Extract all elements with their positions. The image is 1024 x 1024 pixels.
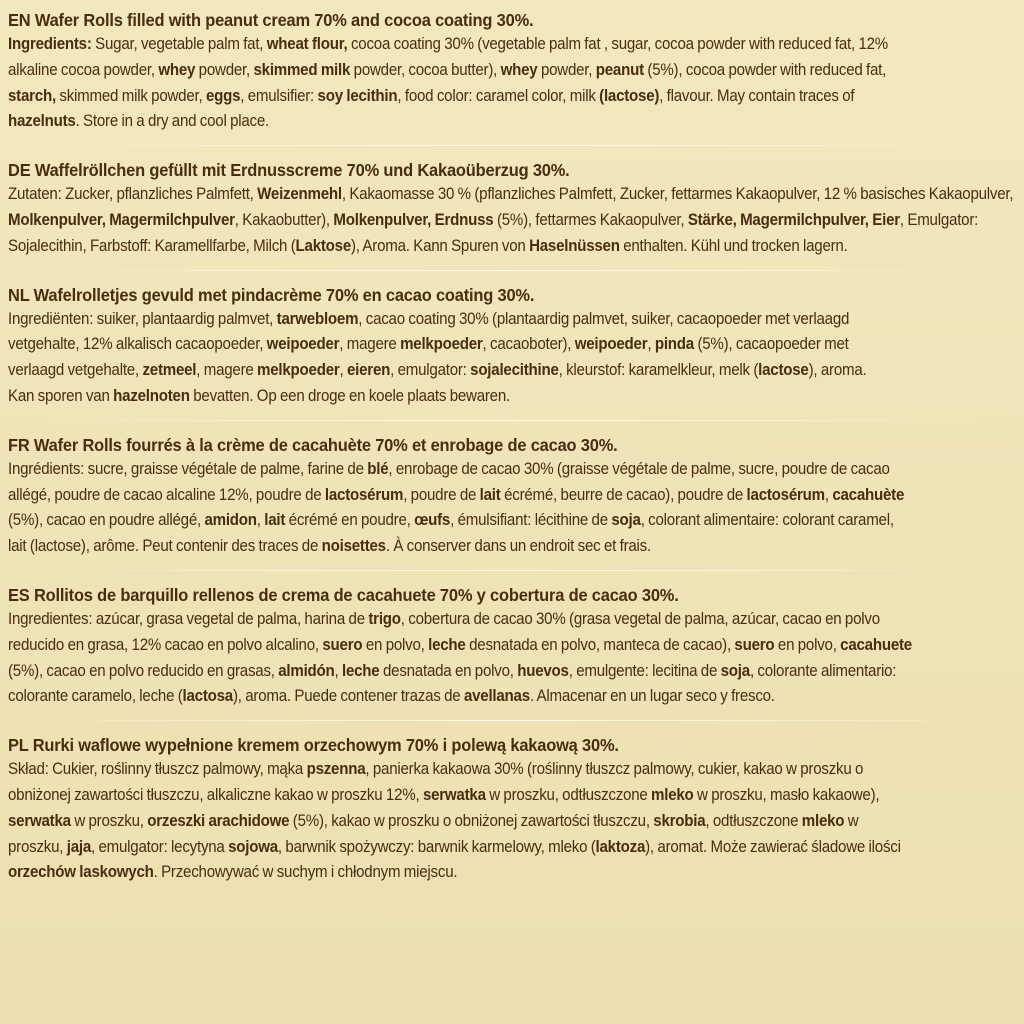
allergen-text: peanut: [595, 60, 644, 79]
text-line: [8, 607, 1013, 633]
plain-text: (5%), cacao en polvo reducido en grasas,: [8, 661, 279, 680]
allergen-text: Molkenpulver, Erdnuss: [333, 210, 494, 229]
allergen-text: eggs: [205, 86, 241, 105]
section-en: [8, 8, 1016, 146]
plain-text: vetgehalte, 12% alkalisch cacaopoeder,: [8, 335, 267, 354]
allergen-text: almidón: [278, 661, 335, 680]
plain-text: w: [844, 811, 859, 830]
text-line: [8, 332, 1013, 358]
plain-text: , colorant alimentaire: colorant caramel,: [640, 511, 894, 530]
ingredient-text: [8, 182, 1013, 259]
allergen-text: Weizenmehl: [257, 185, 342, 204]
allergen-text: cacahuete: [840, 635, 912, 654]
allergen-text: huevos: [517, 661, 569, 680]
plain-text: , émulsifiant: lécithine de: [450, 511, 612, 530]
allergen-text: noisettes: [321, 537, 386, 556]
text-line: [8, 358, 1013, 384]
allergen-text: skrobia: [653, 811, 706, 830]
plain-text: , panierka kakaowa 30% (roślinny tłuszcz palmowy, cukier, kakao w proszku o: [365, 760, 864, 779]
plain-text: . Almacenar en un lugar seco y fresco.: [529, 687, 775, 706]
plain-text: , colorante alimentario:: [749, 661, 897, 680]
plain-text: cocoa coating 30% (vegetable palm fat , sugar, cocoa powder with reduced fat, 12%: [347, 35, 888, 53]
plain-text: , emulgente: lecitina de: [568, 661, 721, 680]
plain-text: . À conserver dans un endroit sec et frais.: [385, 537, 651, 556]
plain-text: w proszku,: [70, 811, 148, 830]
allergen-text: mleko: [801, 811, 845, 830]
section-pl: [8, 733, 1016, 886]
allergen-text: soja: [720, 661, 750, 680]
plain-text: , flavour. May contain traces of: [659, 86, 855, 105]
text-line: [8, 860, 1013, 886]
plain-text: ,: [647, 335, 655, 354]
plain-text: alkaline cocoa powder,: [8, 60, 159, 79]
allergen-text: hazelnuts: [8, 112, 76, 131]
allergen-text: (lactose): [599, 86, 660, 105]
plain-text: ), Aroma. Kann Spuren von: [350, 236, 530, 255]
plain-text: (5%), kakao w proszku o obniżonej zawartości tłuszczu,: [289, 811, 654, 830]
plain-text: ), aroma.: [808, 361, 867, 380]
allergen-text: trigo: [368, 609, 401, 628]
allergen-text: avellanas: [463, 687, 530, 706]
text-line: [8, 508, 1013, 534]
allergen-text: cacahuète: [832, 485, 905, 504]
plain-text: (5%), cacao en poudre allégé,: [8, 511, 205, 530]
plain-text: powder, cocoa butter),: [350, 60, 501, 79]
section-heading: NL Wafelrolletjes gevuld met pindacrème 70% en cacao coating 30%.: [8, 284, 535, 305]
text-line: [8, 835, 1013, 861]
allergen-text: leche: [342, 661, 380, 680]
plain-text: powder,: [195, 60, 254, 79]
allergen-text: pinda: [654, 335, 694, 354]
allergen-text: lactose: [758, 361, 809, 380]
allergen-text: sojalecithine: [470, 361, 559, 380]
plain-text: , kleurstof: karamelkleur, melk (: [558, 361, 759, 380]
allergen-text: Haselnüssen: [529, 236, 620, 255]
plain-text: , emulsifier:: [240, 86, 318, 105]
section-es: [8, 583, 1016, 721]
plain-text: en polvo,: [362, 635, 429, 654]
allergen-text: Stärke, Magermilchpulver, Eier: [687, 210, 900, 229]
plain-text: , enrobage de cacao 30% (graisse végétale de palme, sucre, poudre de cacao: [388, 459, 890, 478]
allergen-text: wheat flour,: [266, 35, 348, 53]
ingredient-text: [8, 607, 1013, 710]
plain-text: obniżonej zawartości tłuszczu, alkaliczne kakao w proszku 12%,: [8, 785, 423, 804]
text-line: [8, 684, 1013, 710]
plain-text: (5%), cocoa powder with reduced fat,: [643, 60, 887, 79]
section-heading: EN Wafer Rolls filled with peanut cream 70% and cocoa coating 30%.: [8, 10, 534, 30]
section-de: [8, 158, 1016, 270]
section-fr: [8, 433, 1016, 571]
allergen-text: lactosérum: [746, 485, 825, 504]
plain-text: . Przechowywać w suchym i chłodnym miejscu.: [153, 863, 458, 882]
text-line: [8, 483, 1013, 509]
plain-text: ), aroma. Puede contener trazas de: [232, 687, 464, 706]
plain-text: powder,: [537, 60, 596, 79]
text-line: [8, 182, 1013, 208]
plain-text: écrémé en poudre,: [285, 511, 415, 530]
text-line: [8, 534, 1013, 560]
plain-text: Kan sporen van: [8, 386, 114, 405]
allergen-text: starch,: [8, 86, 56, 105]
plain-text: w proszku, odtłuszczone: [485, 785, 652, 804]
section-heading: ES Rollitos de barquillo rellenos de crema de cacahuete 70% y cobertura de cacao 30%.: [8, 584, 679, 605]
plain-text: enthalten. Kühl und trocken lagern.: [619, 236, 848, 255]
allergen-text: melkpoeder: [400, 335, 483, 354]
plain-text: , food color: caramel color, milk: [397, 86, 600, 105]
allergen-text: œufs: [414, 511, 451, 530]
allergen-text: serwatka: [422, 785, 486, 804]
allergen-text: sojowa: [228, 837, 278, 856]
plain-text: ,: [334, 661, 343, 680]
plain-text: , barwnik spożywczy: barwnik karmelowy, mleko (: [277, 837, 596, 856]
plain-text: , cacao coating 30% (plantaardig palmvet, suiker, cacaopoeder met verlaagd: [358, 309, 850, 328]
plain-text: Ingrédients: sucre, graisse végétale de palme, farine de: [8, 459, 368, 478]
allergen-text: jaja: [66, 837, 92, 856]
plain-text: desnatada en polvo, manteca de cacao),: [465, 635, 735, 654]
text-line: [8, 809, 1013, 835]
allergen-text: lait: [479, 485, 501, 504]
allergen-text: whey: [158, 60, 196, 79]
plain-text: (5%), fettarmes Kakaopulver,: [493, 210, 688, 229]
ingredient-text: [8, 757, 1013, 886]
allergen-text: whey: [500, 60, 538, 79]
plain-text: , Emulgator:: [899, 210, 979, 229]
section-heading: PL Rurki waflowe wypełnione kremem orzechowym 70% i polewą kakaową 30%.: [8, 735, 619, 756]
plain-text: lait (lactose), arôme. Peut contenir des traces de: [8, 537, 322, 556]
plain-text: ,: [256, 511, 265, 530]
plain-text: , poudre de: [403, 485, 480, 504]
plain-text: , cobertura de cacao 30% (grasa vegetal de palma, azúcar, cacao en polvo: [400, 609, 880, 628]
allergen-text: mleko: [651, 785, 694, 804]
allergen-text: soja: [611, 511, 641, 530]
plain-text: w proszku, masło kakaowe),: [693, 785, 880, 804]
text-line: [8, 783, 1013, 809]
plain-text: , odtłuszczone: [705, 811, 802, 830]
allergen-text: amidon: [204, 511, 257, 530]
text-line: [8, 633, 1013, 659]
plain-text: colorante caramelo, leche (: [8, 687, 183, 706]
plain-text: , Kakaomasse 30 % (pflanzliches Palmfett, Zucker, fettarmes Kakaopulver, 12 % basisches Kakaopulver,: [341, 185, 1014, 204]
plain-text: Skład: Cukier, roślinny tłuszcz palmowy, mąka: [8, 760, 307, 779]
plain-text: skimmed milk powder,: [55, 86, 206, 105]
allergen-text: orzechów laskowych: [8, 863, 154, 882]
plain-text: , cacaoboter),: [482, 335, 575, 354]
allergen-text: zetmeel: [142, 361, 197, 380]
plain-text: en polvo,: [774, 635, 841, 654]
allergen-text: weipoeder: [574, 335, 648, 354]
allergen-text: suero: [322, 635, 363, 654]
ingredient-text: [8, 457, 1013, 560]
allergen-text: skimmed milk: [253, 60, 351, 79]
text-line: [8, 234, 1013, 260]
allergen-text: orzeszki arachidowe: [147, 811, 290, 830]
allergen-text: lactosa: [182, 687, 233, 706]
plain-text: bevatten. Op een droge en koele plaats bewaren.: [189, 386, 510, 405]
plain-text: . Store in a dry and cool place.: [75, 112, 270, 131]
text-line: [8, 109, 1013, 135]
text-line: [8, 58, 1013, 84]
allergen-text: Ingredients:: [8, 35, 92, 53]
allergen-text: soy lecithin: [317, 86, 398, 105]
plain-text: , magere: [339, 335, 401, 354]
text-line: [8, 208, 1013, 234]
allergen-text: Laktose: [295, 236, 351, 255]
allergen-text: lactosérum: [324, 485, 404, 504]
plain-text: allégé, poudre de cacao alcaline 12%, poudre de: [8, 485, 325, 504]
allergen-text: eieren: [346, 361, 391, 380]
ingredient-text: [8, 32, 1013, 135]
allergen-text: lait: [264, 511, 286, 530]
plain-text: ,: [824, 485, 833, 504]
ingredient-text: [8, 307, 1013, 410]
text-line: [8, 32, 1013, 58]
plain-text: Ingrediënten: suiker, plantaardig palmvet,: [8, 309, 277, 328]
plain-text: , magere: [196, 361, 258, 380]
section-heading: FR Wafer Rolls fourrés à la crème de cacahuète 70% et enrobage de cacao 30%.: [8, 434, 618, 455]
plain-text: proszku,: [8, 837, 67, 856]
allergen-text: weipoeder: [266, 335, 340, 354]
plain-text: ), aromat. Może zawierać śladowe ilości: [645, 837, 901, 856]
plain-text: reducido en grasa, 12% cacao en polvo alcalino,: [8, 635, 323, 654]
text-line: [8, 384, 1013, 410]
plain-text: , Kakaobutter),: [234, 210, 334, 229]
allergen-text: laktoza: [595, 837, 646, 856]
allergen-text: hazelnoten: [113, 386, 190, 405]
allergen-text: leche: [428, 635, 466, 654]
allergen-text: Molkenpulver, Magermilchpulver: [8, 210, 235, 229]
plain-text: (5%), cacaopoeder met: [693, 335, 849, 354]
text-line: [8, 84, 1013, 110]
plain-text: Sugar, vegetable palm fat,: [91, 35, 267, 53]
plain-text: verlaagd vetgehalte,: [8, 361, 143, 380]
section-heading: DE Waffelröllchen gefüllt mit Erdnusscreme 70% und Kakaoüberzug 30%.: [8, 160, 570, 181]
text-line: [8, 457, 1013, 483]
plain-text: écrémé, beurre de cacao), poudre de: [500, 485, 747, 504]
plain-text: , emulgator:: [390, 361, 471, 380]
text-line: [8, 659, 1013, 685]
plain-text: , emulgator: lecytyna: [91, 837, 229, 856]
plain-text: Zutaten: Zucker, pflanzliches Palmfett,: [8, 185, 258, 204]
text-line: [8, 307, 1013, 333]
allergen-text: blé: [367, 459, 389, 478]
plain-text: Ingredientes: azúcar, grasa vegetal de palma, harina de: [8, 609, 369, 628]
plain-text: desnatada en polvo,: [379, 661, 518, 680]
allergen-text: suero: [734, 635, 775, 654]
allergen-text: melkpoeder: [257, 361, 340, 380]
allergen-text: serwatka: [8, 811, 71, 830]
text-line: [8, 757, 1013, 783]
allergen-text: tarwebloem: [276, 309, 359, 328]
section-nl: [8, 283, 1016, 421]
plain-text: Sojalecithin, Farbstoff: Karamellfarbe, Milch (: [8, 236, 296, 255]
allergen-text: pszenna: [306, 760, 366, 779]
plain-text: ,: [339, 361, 347, 380]
